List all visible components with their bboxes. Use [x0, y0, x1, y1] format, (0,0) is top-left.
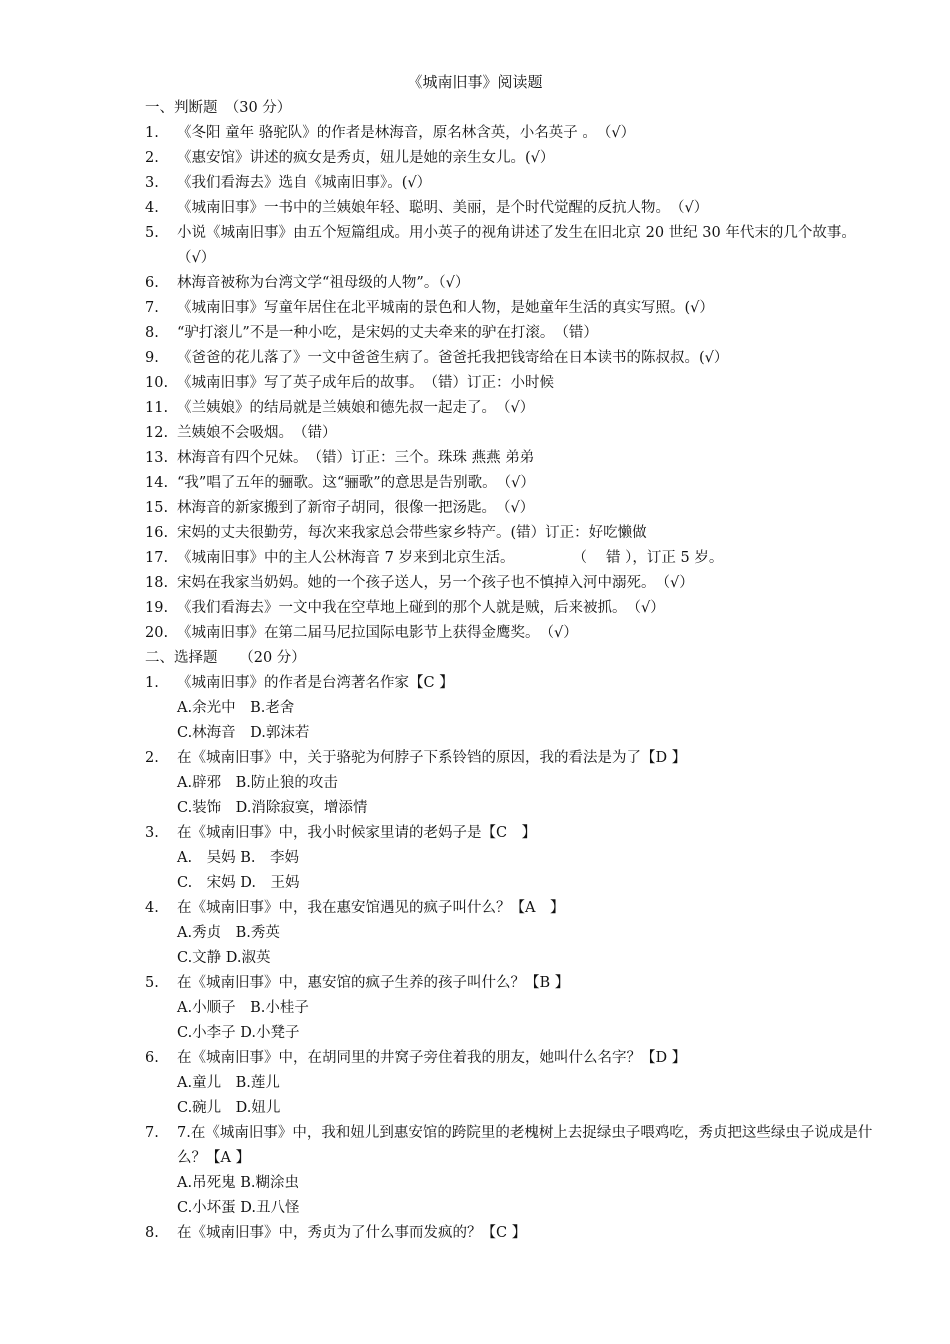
question-options: C.小坏蛋 D.丑八怪	[177, 1200, 300, 1216]
true-false-item	[145, 346, 875, 371]
item-text: 《惠安馆》讲述的疯女是秀贞，妞儿是她的亲生女儿。(√）	[177, 150, 555, 166]
question-options: C.文静 D.淑英	[177, 950, 271, 966]
true-false-item	[145, 596, 875, 621]
true-false-item	[145, 546, 875, 571]
true-false-item	[145, 171, 875, 196]
true-false-item	[145, 296, 875, 321]
question-options: C.林海音 D.郭沫若	[177, 725, 310, 741]
item-text: 《城南旧事》一书中的兰姨娘年轻、聪明、美丽，是个时代觉醒的反抗人物。 （√）	[177, 200, 709, 216]
true-false-item	[145, 571, 875, 596]
question-number: 6.	[145, 1050, 159, 1066]
item-text: 《城南旧事》中的主人公林海音 7 岁来到北京生活。 （ 错 ），订正 5 岁。	[177, 550, 724, 566]
question-number: 4.	[145, 900, 159, 916]
item-number: 13.	[145, 450, 169, 466]
true-false-item	[145, 496, 875, 521]
item-number: 4.	[145, 200, 159, 216]
item-number: 10.	[145, 375, 169, 391]
item-number: 2.	[145, 150, 159, 166]
item-text: 小说《城南旧事》由五个短篇组成。用小英子的视角讲述了发生在旧北京 20 世纪 30 年代末的几个故事。（√）	[177, 225, 856, 266]
item-text: 《城南旧事》在第二届马尼拉国际电影节上获得金鹰奖。 （√）	[177, 625, 578, 641]
true-false-item	[145, 471, 875, 496]
multiple-choice-question	[145, 896, 875, 921]
question-number: 2.	[145, 750, 159, 766]
item-text: 兰姨娘不会吸烟。 （错）	[177, 425, 337, 441]
item-text: “我”唱了五年的骊歌。这“骊歌”的意思是告别歌。 （√）	[177, 475, 535, 491]
true-false-list	[145, 121, 875, 646]
true-false-item	[145, 221, 875, 271]
item-number: 8.	[145, 325, 159, 341]
item-number: 20.	[145, 625, 169, 641]
question-number: 5.	[145, 975, 159, 991]
question-text: 7.在《城南旧事》中，我和妞儿到惠安馆的跨院里的老槐树上去捉绿虫子喂鸡吃，秀贞把这些绿虫子说成是什么？【A 】	[177, 1125, 873, 1166]
item-number: 11.	[145, 400, 169, 416]
item-number: 3.	[145, 175, 159, 191]
question-number: 7.	[145, 1125, 159, 1141]
multiple-choice-question	[145, 671, 875, 696]
item-number: 6.	[145, 275, 159, 291]
question-options: C. 宋妈 D. 王妈	[177, 875, 300, 891]
item-number: 5.	[145, 225, 159, 241]
question-text: 在《城南旧事》中，秀贞为了什么事而发疯的？【C 】	[177, 1225, 527, 1241]
item-text: 林海音的新家搬到了新帘子胡同，很像一把汤匙。 （√）	[177, 500, 535, 516]
question-options: C.装饰 D.消除寂寞，增添情	[177, 800, 368, 816]
item-text: 宋妈在我家当奶妈。她的一个孩子送人，另一个孩子也不慎掉入河中溺死。 （√）	[177, 575, 694, 591]
item-number: 1.	[145, 125, 159, 141]
item-number: 9.	[145, 350, 159, 366]
item-number: 15.	[145, 500, 169, 516]
item-text: 《我们看海去》选自《城南旧事》。(√）	[177, 175, 432, 191]
true-false-item	[145, 521, 875, 546]
multiple-choice-list	[145, 671, 875, 1246]
question-options: A.辟邪 B.防止狼的攻击	[177, 775, 338, 791]
item-text: 《兰姨娘》的结局就是兰姨娘和德先叔一起走了。 （√）	[177, 400, 535, 416]
true-false-item	[145, 446, 875, 471]
item-text: “驴打滚儿”不是一种小吃，是宋妈的丈夫牵来的驴在打滚。 （错）	[177, 325, 598, 341]
multiple-choice-question	[145, 1121, 875, 1171]
question-number: 3.	[145, 825, 159, 841]
true-false-item	[145, 196, 875, 221]
item-number: 14.	[145, 475, 169, 491]
question-options: C.碗儿 D.妞儿	[177, 1100, 281, 1116]
question-options: A.秀贞 B.秀英	[177, 925, 280, 941]
item-text: 林海音被称为台湾文学“祖母级的人物”。（√）	[177, 275, 470, 291]
question-options: A.吊死鬼 B.糊涂虫	[177, 1175, 299, 1191]
true-false-item	[145, 621, 875, 646]
section-heading-true-false: 一、判断题 （30 分）	[145, 100, 292, 116]
item-number: 19.	[145, 600, 169, 616]
question-options: A.余光中 B.老舍	[177, 700, 295, 716]
question-text: 在《城南旧事》中，我小时候家里请的老妈子是【C 】	[177, 825, 537, 841]
question-text: 在《城南旧事》中，我在惠安馆遇见的疯子叫什么？【A 】	[177, 900, 565, 916]
item-number: 18.	[145, 575, 169, 591]
item-number: 7.	[145, 300, 159, 316]
question-options: A.小顺子 B.小桂子	[177, 1000, 309, 1016]
item-number: 17.	[145, 550, 169, 566]
multiple-choice-question	[145, 746, 875, 771]
question-text: 在《城南旧事》中，关于骆驼为何脖子下系铃铛的原因，我的看法是为了【D 】	[177, 750, 687, 766]
question-number: 1.	[145, 675, 159, 691]
question-options: A.童儿 B.莲儿	[177, 1075, 280, 1091]
item-text: 《我们看海去》一文中我在空草地上碰到的那个人就是贼，后来被抓。 （√）	[177, 600, 665, 616]
multiple-choice-question	[145, 1221, 875, 1246]
true-false-item	[145, 396, 875, 421]
true-false-item	[145, 321, 875, 346]
item-number: 12.	[145, 425, 169, 441]
document-content	[145, 96, 875, 1246]
question-options: A. 吴妈 B. 李妈	[177, 850, 299, 866]
true-false-item	[145, 371, 875, 396]
document-title: 《城南旧事》阅读题	[407, 73, 543, 91]
section-heading-multiple-choice: 二、选择题 （20 分）	[145, 650, 306, 666]
item-text: 《城南旧事》写了英子成年后的故事。 （错）订正：小时候	[177, 375, 554, 391]
item-text: 《爸爸的花儿落了》一文中爸爸生病了。爸爸托我把钱寄给在日本读书的陈叔叔。(√）	[177, 350, 729, 366]
true-false-item	[145, 421, 875, 446]
question-text: 《城南旧事》的作者是台湾著名作家【C 】	[177, 675, 454, 691]
question-options: C.小李子 D.小凳子	[177, 1025, 300, 1041]
true-false-item	[145, 271, 875, 296]
question-text: 在《城南旧事》中，在胡同里的井窝子旁住着我的朋友，她叫什么名字？【D 】	[177, 1050, 687, 1066]
item-text: 宋妈的丈夫很勤劳，每次来我家总会带些家乡特产。(错）订正：好吃懒做	[177, 525, 647, 541]
item-text: 林海音有四个兄妹。 （错）订正：三个。珠珠 燕燕 弟弟	[177, 450, 535, 466]
question-text: 在《城南旧事》中，惠安馆的疯子生养的孩子叫什么？【B 】	[177, 975, 570, 991]
item-number: 16.	[145, 525, 169, 541]
item-text: 《冬阳 童年 骆驼队》的作者是林海音，原名林含英，小名英子 。 （√）	[177, 125, 636, 141]
true-false-item	[145, 121, 875, 146]
question-number: 8.	[145, 1225, 159, 1241]
multiple-choice-question	[145, 821, 875, 846]
item-text: 《城南旧事》写童年居住在北平城南的景色和人物，是她童年生活的真实写照。(√）	[177, 300, 714, 316]
true-false-item	[145, 146, 875, 171]
multiple-choice-question	[145, 1046, 875, 1071]
multiple-choice-question	[145, 971, 875, 996]
